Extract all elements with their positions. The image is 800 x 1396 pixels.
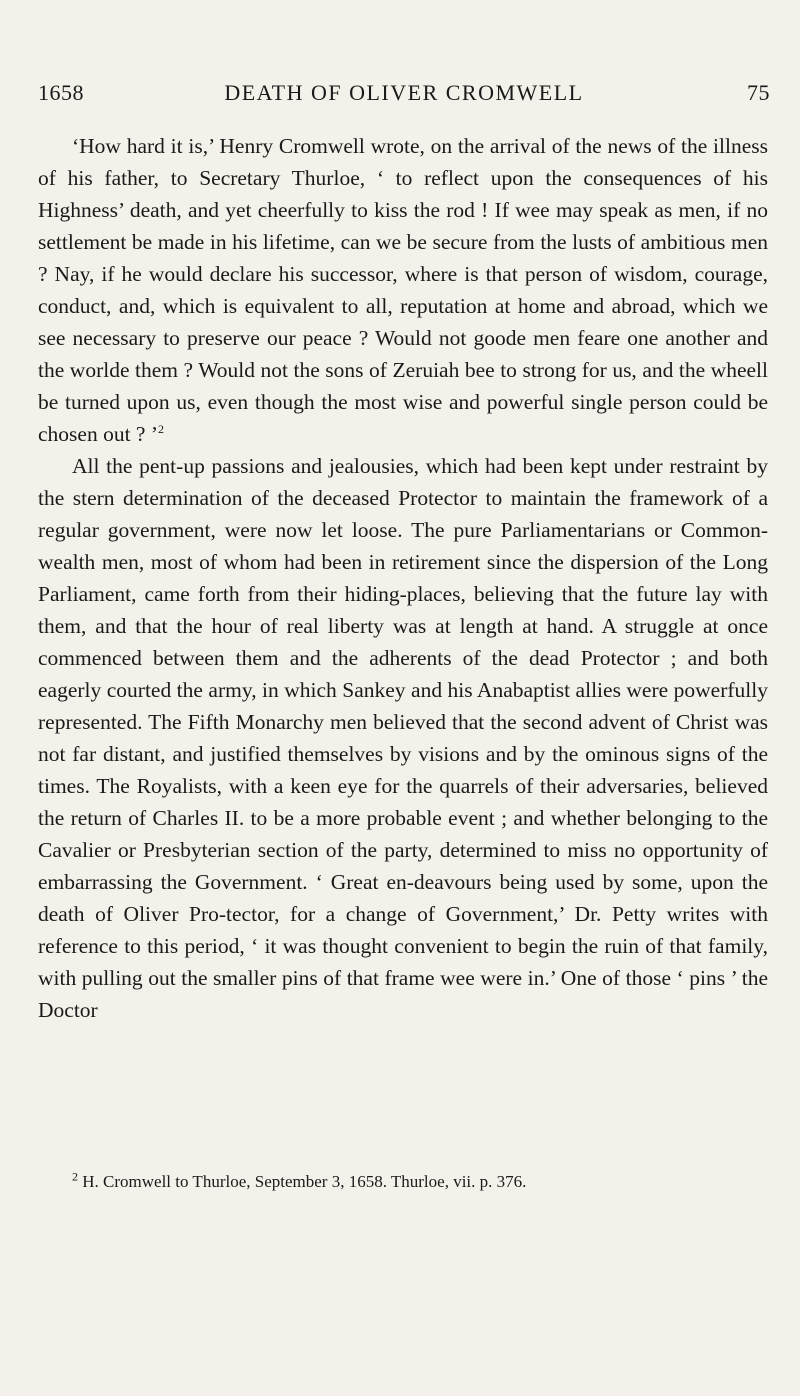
page-number: 75 xyxy=(747,80,770,105)
footnote-text: H. Cromwell to Thurloe, September 3, 1658. Thurloe, vii. p. 376. xyxy=(82,1172,527,1191)
main-text xyxy=(38,130,768,1026)
footnote-marker: 2 xyxy=(72,1169,78,1184)
header-year: 1658 xyxy=(38,80,84,105)
running-header xyxy=(38,80,770,114)
footnote-reference: 2 xyxy=(158,421,165,436)
paragraph-narrative: All the pent-up passions and jealousies, which had been kept under restraint by the stern determination of the deceased Protector to maintain the framework of a regular government, were now let loose. The pure Parliamentarians or Common-wealth men, most of whom had been in retirement since the dispersion of the Long Parliament, came forth from their hiding-places, believing that the future lay with them, and that the hour of real liberty was at length at hand. A struggle at once commenced between them and the adherents of the dead Protector ; and both eagerly courted the army, in which Sankey and his Anabaptist allies were powerfully represented. The Fifth Monarchy men believed that the second advent of Christ was not far distant, and justified themselves by visions and by the ominous signs of the times. The Royalists, with a keen eye for the quarrels of their adversaries, believed the return of Charles II. to be a more probable event ; and whether belonging to the Cavalier or Presbyterian section of the party, determined to miss no opportunity of embarrassing the Government. ‘ Great en-deavours being used by some, upon the death of Oliver Pro-tector, for a change of Government,’ Dr. Petty writes with reference to this period, ‘ it was thought convenient to begin the ruin of that family, with pulling out the smaller pins of that frame wee were in.’ One of those ‘ pins ’ the Doctor xyxy=(38,454,768,1022)
paragraph-quote xyxy=(38,130,768,450)
header-title: DEATH OF OLIVER CROMWELL xyxy=(224,80,584,105)
paragraph-quote-text: ‘How hard it is,’ Henry Cromwell wrote, on the arrival of the news of the illness of his father, to Secretary Thurloe, ‘ to reflect upon the consequences of his Highness’ death, and yet cheerfully to kiss the rod ! If wee may speak as men, if no settlement be made in his lifetime, can we be secure from the lusts of ambitious men ? Nay, if he would declare his successor, where is that person of wisdom, courage, conduct, and, which is equivalent to all, reputation at home and abroad, which we see necessary to preserve our peace ? Would not goode men feare one another and the worlde them ? Would not the sons of Zeruiah bee to strong for us, and the wheell be turned upon us, even though the most wise and powerful single person could be chosen out ? ’ xyxy=(38,134,768,446)
footnote xyxy=(38,1170,768,1194)
